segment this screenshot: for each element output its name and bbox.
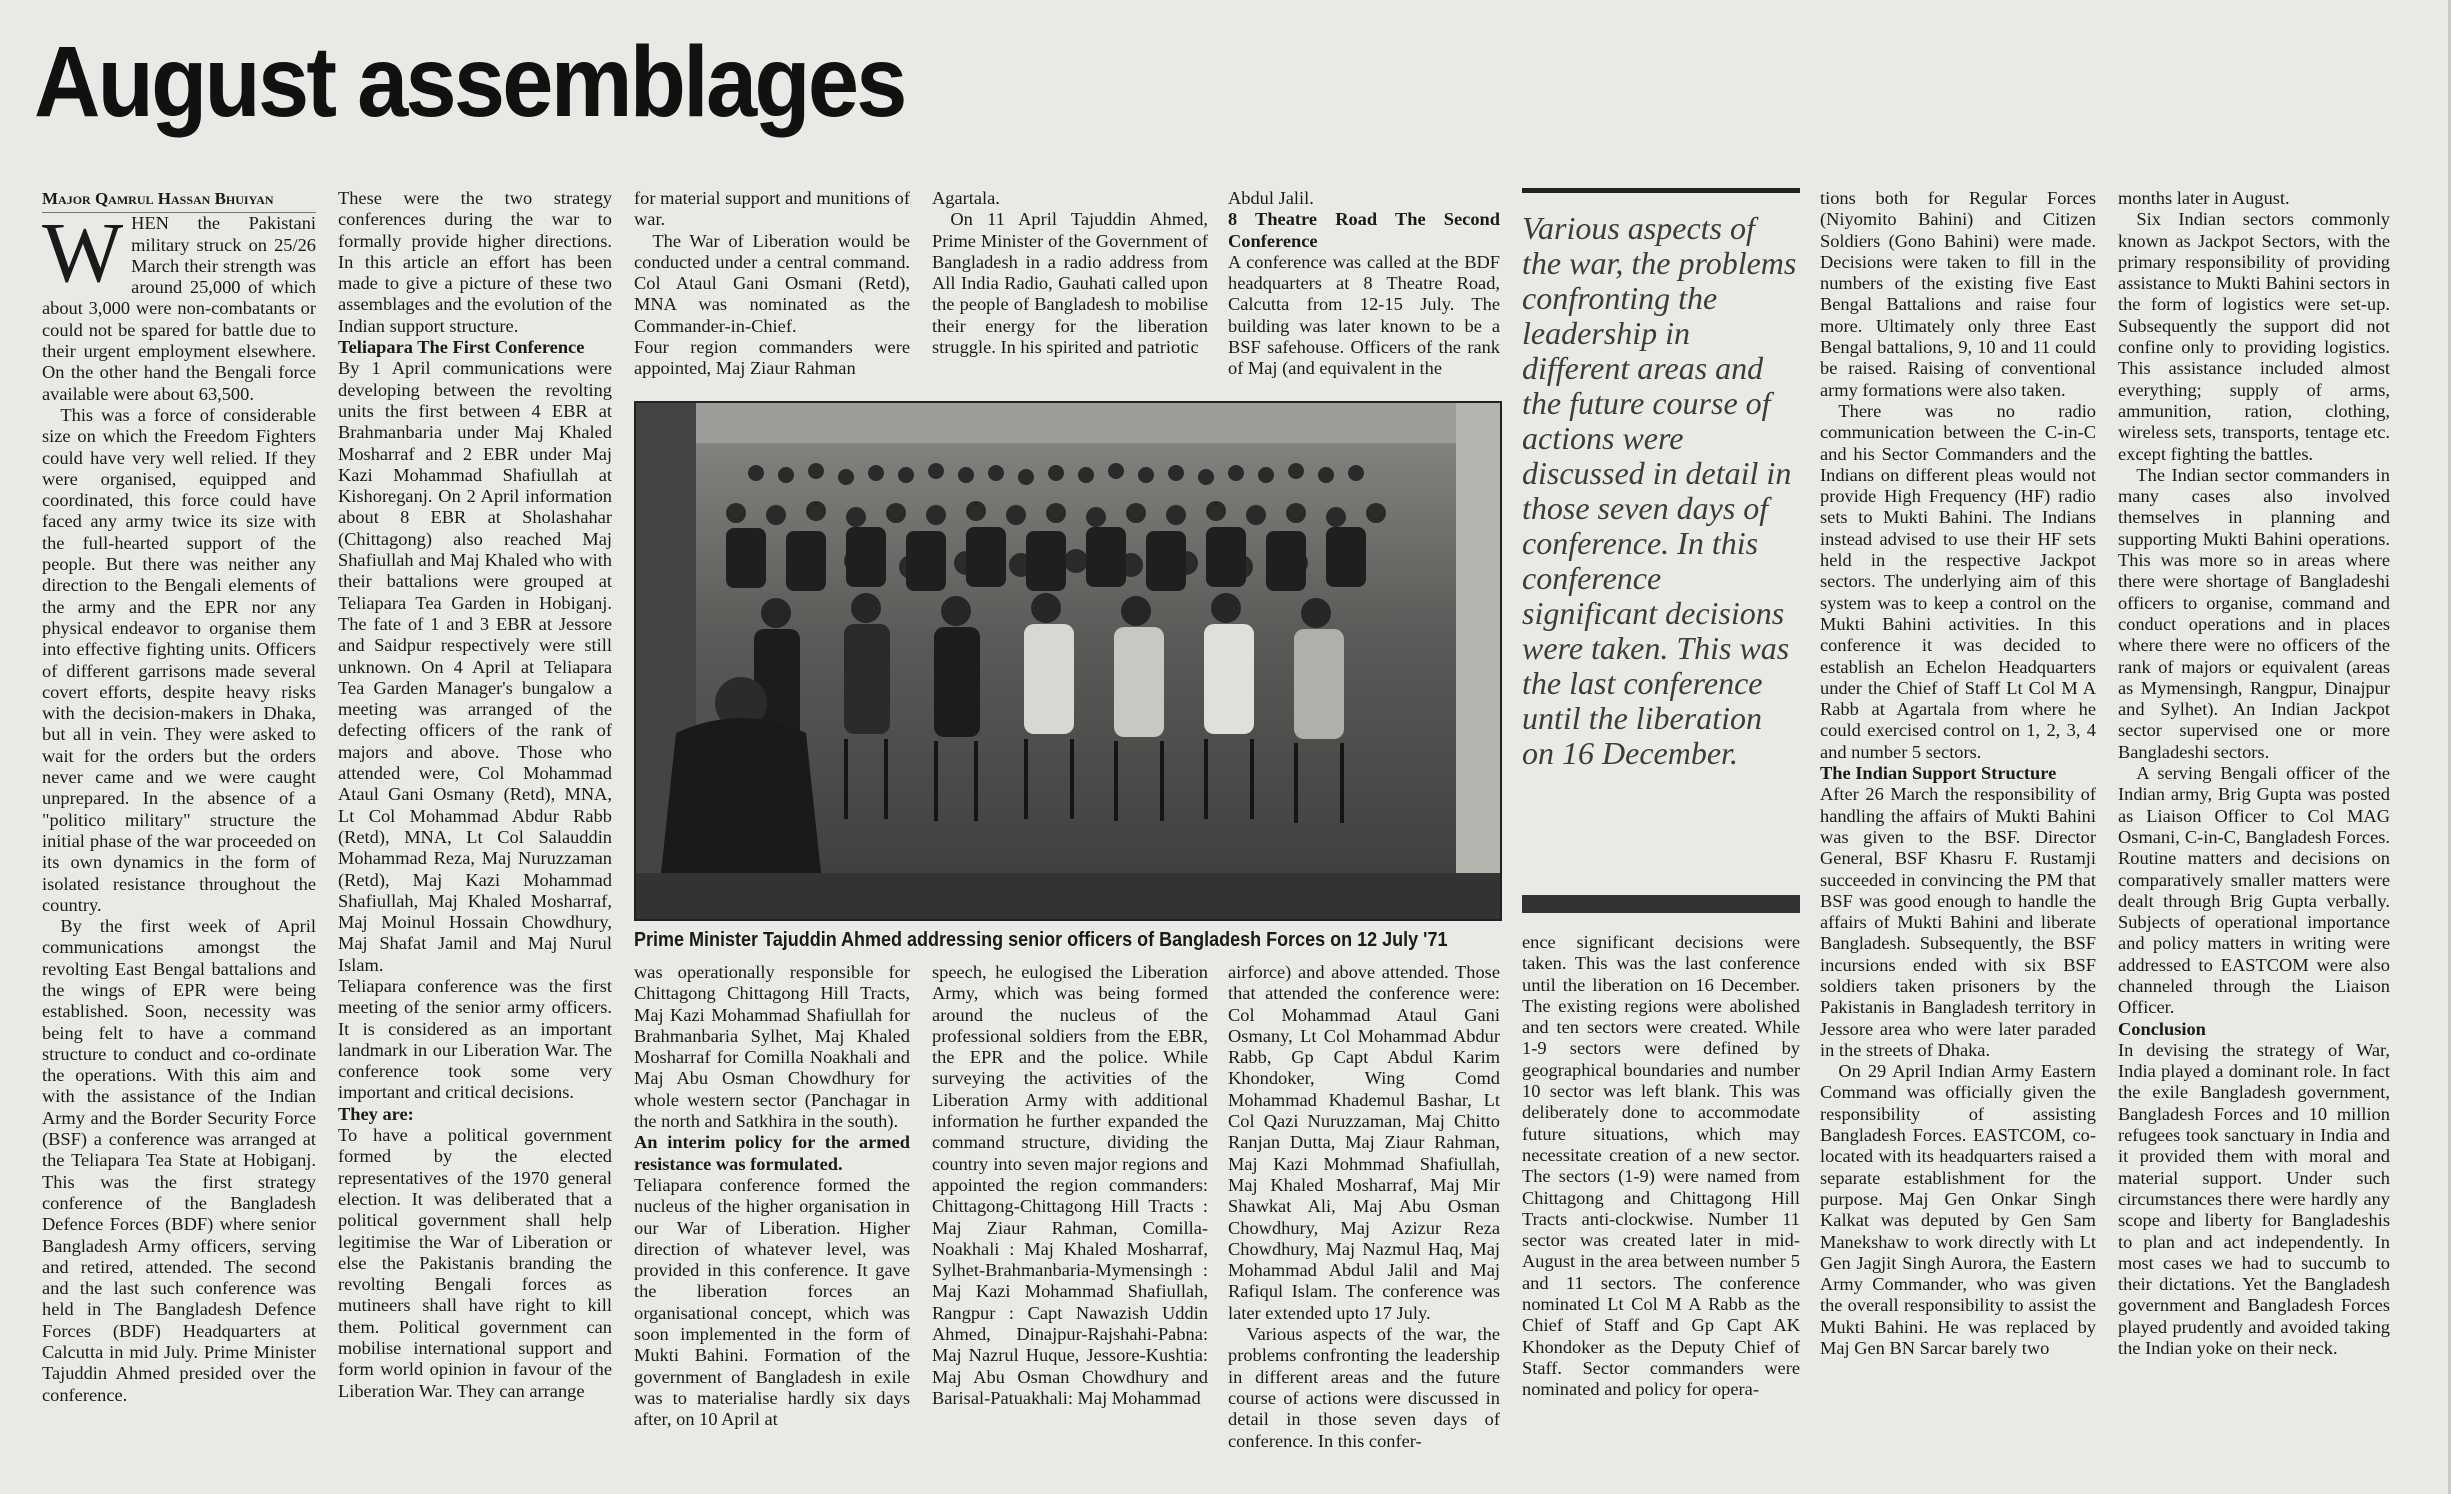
article-column-4-top [932, 188, 1208, 398]
article-column-8 [2118, 188, 2390, 1463]
article-paragraph: airforce) and above attended. Those that attended the conference were: Col Mohammad Ataul Gani Osmany, Lt Col Mohammad Abdur Rabb, Gp Capt Abdul Karim Khondoker, Wing Comd Mohammad Khademul Bashar, Lt Col Qazi Nuruzzaman, Maj Chitto Ranjan Dutta, Maj Ziaur Rahman, Maj Kazi Mohmmad Shafiullah, Maj Khaled Mosharraf, Maj Mir Shawkat Ali, Maj Abu Osman Chowdhury, Maj Azizur Reza Chowdhury, Maj Nazmul Haq, Maj Mohammad Abdul Jalil and Maj Rafiqul Islam. The conference was later extended upto 17 July. [1228, 962, 1500, 1323]
article-paragraph: Teliapara conference formed the nucleus of the higher organisation in our War of Liberation. Higher direction of whatever level, was provided in this conference. It gave the liberation forces an organisational concept, which was soon implemented in the form of Mukti Bahini. Formation of the government of Bangladesh in exile was to materialise hardly six days after, on 10 April at [634, 1174, 910, 1430]
article-column-3-top [634, 188, 910, 398]
article-column-4-bottom [932, 962, 1208, 1462]
article-column-5-top [1228, 188, 1500, 398]
headline: August assemblages [34, 26, 905, 138]
article-paragraph: Abdul Jalil. [1228, 188, 1314, 208]
article-column-6-bottom [1522, 932, 1800, 1462]
article-column-7 [1820, 188, 2096, 1463]
section-heading: The Indian Support Structure [1820, 763, 2057, 784]
article-column-2 [338, 188, 612, 1463]
article-paragraph: Various aspects of the war, the problems confronting the leadership in different areas and the future course of actions were discussed in detail in those seven days of conference. In this confer- [1228, 1324, 1500, 1451]
article-paragraph: To have a political government formed by the elected representatives of the 1970 general election. It was deliberated that a political government shall help legitimise the War of Liberation or else the Pakistanis branding the revolting Bengali forces as mutineers shall have right to kill them. Political government can mobilise international support and form world opinion in favour of the Liberation War. They can arrange [338, 1125, 612, 1401]
article-paragraph: By the first week of April communications amongst the revolting East Bengal battalions and the wings of EPR were being established. Soon, necessity was being felt to have a command structure to conduct and co-ordinate the operations. With this aim and with the assistance of the Indian Army and the Border Security Force (BSF) a conference was arranged at the Teliapara Tea State at Hobiganj. This was the first strategy conference of the Bangladesh Defence Forces (BDF) where senior Bangladesh Army officers, serving and retired, attended. The second and the last such conference was held in The Bangladesh Defence Forces (BDF) Headquarters at Calcutta in mid July. Prime Minister Tajuddin Ahmed presided over the conference. [42, 916, 316, 1405]
article-paragraph: WHEN the Pakistani military struck on 25/26 March their strength was around 25,000 of which about 3,000 were non-combatants or could not be spared for battle due to their urgent employment elsewhere. On the other hand the Bengali force available were about 63,500. [42, 204, 316, 404]
photo-caption: Prime Minister Tajuddin Ahmed addressing senior officers of Bangladesh Forces on 12 July '71 [634, 929, 1448, 951]
article-paragraph: Teliapara conference was the first meeting of the senior army officers. It is considered as an important landmark in our Liberation War. The conference took some very important and critical decisions. [338, 975, 612, 1103]
article-paragraph: Agartala. [932, 188, 1000, 208]
article-paragraph: These were the two strategy conferences during the war to formally provide higher directions. In this article an effort has been made to give a picture of these two assemblages and the evolution of the Indian support structure. [338, 188, 612, 336]
article-paragraph: was operationally responsible for Chittagong Chittagong Hill Tracts, Maj Kazi Mohammad Shafiullah for Brahmanbaria Sylhet, Maj Khaled Mosharraf for Comilla Noakhali and Maj Abu Osman Chowdhury for whole western sector (Panchagar in the north and Satkhira in the south). [634, 962, 910, 1132]
article-paragraph: On 11 April Tajuddin Ahmed, Prime Minister of the Government of Bangladesh in a radio address from All India Radio, Gauhati called upon the people of Bangladesh to mobilise their energy for the liberation struggle. In his spirited and patriotic [932, 209, 1208, 358]
pull-quote-text: Various aspects of the war, the problems confronting the leadership in different areas and the future course of actions were discussed in detail in those seven days of conference. In this conference significant decisions were taken. This was the last conference until the liberation on 16 December. [1522, 210, 1797, 771]
byline: Major Qamrul Hassan Bhuiyan [42, 188, 316, 213]
article-paragraph: A conference was called at the BDF headquarters at 8 Theatre Road, Calcutta from 12-15 July. The building was later known to be a BSF safehouse. Officers of the rank of Maj (and equivalent in the [1228, 251, 1500, 379]
section-heading: Teliapara The First Conference [338, 337, 585, 358]
article-paragraph: tions both for Regular Forces (Niyomito Bahini) and Citizen Soldiers (Gono Bahini) were made. Decisions were taken to fill in the numbers of the existing five East Bengal Battalions and raise four more. Ultimately only three East Bengal battalions, 9, 10 and 11 could be raised. Raising of conventional army formations were also taken. [1820, 188, 2096, 400]
article-paragraph: Four region commanders were appointed, Maj Ziaur Rahman [634, 337, 910, 379]
article-paragraph: By 1 April communications were developing between the revolting units the first between 4 EBR at Brahmanbaria under Maj Khaled Mosharraf and 2 EBR under Maj Kazi Mohammad Shafiullah at Kishoreganj. On 2 April information about 8 EBR at Sholashahar (Chittagong) also reached Maj Shafiullah and Maj Khaled who with their battalions were grouped at Teliapara Tea Garden in Hobiganj. The fate of 1 and 3 EBR at Jessore and Saidpur respectively were still unknown. On 4 April at Teliapara Tea Garden Manager's bungalow a meeting was arranged of the defecting officers of the rank of majors and above. Those who attended were, Col Mohammad Ataul Gani Osmany (Retd), MNA, Lt Col Mohammad Abdur Rabb (Retd), MNA, Lt Col Salauddin Mohammad Reza, Maj Nuruzzaman (Retd), Maj Kazi Mohammad Shafiullah, Maj Khaled Mosharraf, Maj Moinul Hossain Chowdhury, Maj Shafat Jamil and Maj Nurul Islam. [338, 358, 612, 975]
article-paragraph: In devising the strategy of War, India played a dominant role. In fact the exile Bangladesh government, Bangladesh Forces and 10 million refugees took sanctuary in India and it provided them with moral and material support. Under such circumstances there were hardly any scope and liberty for Bangladeshis to plan and act independently. In most cases we had to succumb to their dictations. Yet the Bangladesh government and Bangladesh Forces played prudently and avoided taking the Indian yoke on their neck. [2118, 1039, 2390, 1359]
article-paragraph: This was a force of considerable size on which the Freedom Fighters could have very well relied. If they were organised, equipped and coordinated, this force could have faced any army twice its size with the full-hearted support of the people. But there was neither any direction to the Bengali elements of the army and the EPR nor any physical endeavor to organise them into effective fighting units. Officers of different garrisons made several covert efforts, despite heavy risks with the decision-makers in Dhaka, but all in vein. They were asked to wait for the orders but the orders never came and we were caught unprepared. In the absence of a "politico military" structure the initial phase of the war proceeded on its own dynamics in the form of isolated resistance throughout the country. [42, 404, 316, 915]
article-paragraph: for material support and munitions of war. [634, 188, 910, 230]
article-paragraph: ence significant decisions were taken. This was the last conference until the liberation on 16 December. The existing regions were abolished and ten sectors were created. While 1-9 sectors were defined by geographical boundaries and number 10 sector was left blank. This was deliberately done to accommodate future situations, which may necessitate creation of a new sector. The sectors (1-9) were named from Chittagong and Chittagong Hill Tracts anti-clockwise. Number 11 sector was created later in mid-August in the area between number 5 and 11 sectors. The conference nominated Lt Col M A Rabb as the Chief of Staff and Gp Capt AK Khondoker as the Deputy Chief of Staff. Sector commanders were nominated and policy for opera- [1522, 932, 1800, 1400]
article-paragraph: The War of Liberation would be conducted under a central command. Col Ataul Gani Osmani (Retd), MNA was nominated as the Commander-in-Chief. [634, 230, 910, 336]
article-paragraph: speech, he eulogised the Liberation Army, which was being formed around the nucleus of the professional soldiers from the EBR, the EPR and the police. While surveying the activities of the Liberation Army with additional information he further expanded the command structure, dividing the country into seven major regions and appointed the region commanders: Chittagong-Chittagong Hill Tracts : Maj Ziaur Rahman, Comilla-Noakhali : Maj Khaled Mosharraf, Sylhet-Brahmanbaria-Mymensingh : Maj Kazi Mohammad Shafiullah, Rangpur : Capt Nawazish Uddin Ahmed, Dinajpur-Rajshahi-Pabna: Maj Nazrul Huque, Jessore-Kushtia: Maj Abu Osman Chowdhury and Barisal-Patuakhali: Maj Mohammad [932, 962, 1208, 1408]
article-paragraph: A serving Bengali officer of the Indian army, Brig Gupta was posted as Liaison Officer to Col MAG Osmani, C-in-C, Bangladesh Forces. Routine matters and decisions on comparatively smaller matters were dealt through Brig Gupta verbally. Subjects of operational importance and policy matters in writing were addressed to EASTCOM were also channeled through the Liaison Officer. [2118, 763, 2390, 1018]
section-heading: Conclusion [2118, 1018, 2206, 1039]
article-paragraph: months later in August. [2118, 188, 2290, 208]
pull-quote [1522, 188, 1800, 913]
article-paragraph: The Indian sector commanders in many cases also involved themselves in planning and supporting Mukti Bahini operations. This was more so in areas where there were shortage of Bangladeshi officers to organise, command and conduct operations and in places where there were no officers of the rank of majors or equivalent (areas as Mymensingh, Rangpur, Dinajpur and Sylhet). An Indian Jackpot sector supervised one or more Bangladeshi sectors. [2118, 464, 2390, 762]
article-column-5-bottom [1228, 962, 1500, 1462]
article-column-3-bottom [634, 962, 910, 1462]
conference-photo [634, 401, 1502, 921]
article-paragraph: After 26 March the responsibility of handling the affairs of Mukti Bahini was given to the BSF. Director General, BSF Khasru F. Rustamji succeeded in convincing the PM that BSF was good enough to handle the affairs of Mukti Bahini and liberate Bangladesh. Subsequently, the BSF incursions ended with six BSF soldiers taken prisoners by the Pakistanis in Bangladesh territory in Jessore area who were later paraded in the streets of Dhaka. [1820, 784, 2096, 1060]
pull-quote-rule [1522, 895, 1800, 913]
article-paragraph: There was no radio communication between the C-in-C and his Sector Commanders and the Indians on different pleas would not provide High Frequency (HF) radio sets to Mukti Bahini. The Indians instead advised to use their HF sets held in the respective Jackpot sectors. The underlying aim of this system was to keep a control on the Mukti Bahini activities. In this conference it was decided to establish an Echelon Headquarters under the Chief of Staff Lt Col M A Rabb at Agartala from where he could exercised control on 1, 2, 3, 4 and number 5 sectors. [1820, 400, 2096, 762]
section-heading: An interim policy for the armed resistance was formulated. [634, 1132, 910, 1174]
article-paragraph: On 29 April Indian Army Eastern Command was officially given the responsibility of assisting Bangladesh Forces. EASTCOM, co-located with its headquarters raised a separate establishment for the purpose. Maj Gen Onkar Singh Kalkat was deputed by Gen Sam Manekshaw to work directly with Lt Gen Jagjit Singh Aurora, the Eastern Army Commander, who was given the overall responsibility to assist the Mukti Bahini. He was replaced by Maj Gen BN Sarcar barely two [1820, 1061, 2096, 1359]
article-paragraph: Six Indian sectors commonly known as Jackpot Sectors, with the primary responsibility of providing assistance to Mukti Bahini sectors in the form of logistics were set-up. Subsequently the support did not confine only to providing logistics. This assistance included almost everything; supply of arms, ammunition, ration, clothing, wireless sets, transports, tentage etc. except fighting the battles. [2118, 209, 2390, 464]
conference-photo-image [636, 403, 1500, 919]
drop-cap: W [42, 204, 124, 301]
section-heading: 8 Theatre Road The Second Conference [1228, 209, 1500, 251]
article-column-1 [42, 188, 316, 1463]
section-heading: They are: [338, 1103, 414, 1124]
